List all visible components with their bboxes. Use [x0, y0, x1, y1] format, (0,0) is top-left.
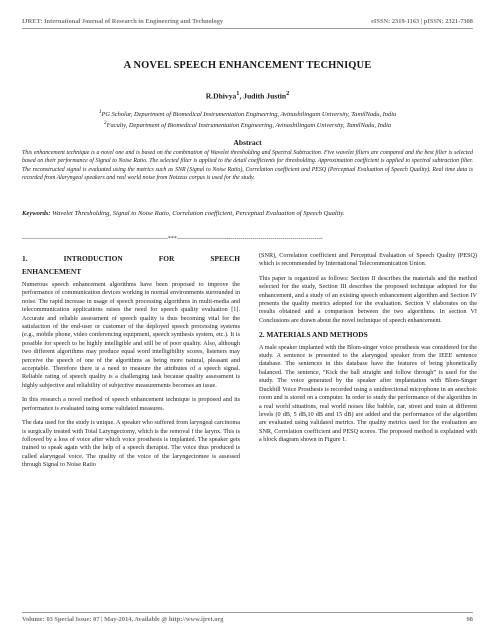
page-number: 98 — [466, 616, 473, 623]
running-footer — [22, 612, 473, 623]
affiliation-2-sup: 2 — [103, 120, 107, 127]
right-column — [259, 252, 477, 451]
keywords-label: Keywords: — [22, 210, 51, 217]
paragraph: Numerous speech enhancement algorithms have been proposed to improve the performance of communication devices working in normal environments surrounded in noise. The rapid increase in usage of speech processing algorithms in multi-media and telecommunication applications raises the need for speech quality evaluation [1]. Accurate and reliable assessment of speech quality is thus becoming vital for the satisfaction of the end-user or customer of the deployed speech processing systems (e.g., mobile phone, video conferencing equipment, speech synthesis system, etc.). It is possible for speech to be highly intelligible and still be of poor quality. Also, although two different algorithms may produce equal word intelligibility scores, listeners may perceive the speech of one of the algorithms as being more natural, pleasant and acceptable. Therefore there is a need to measure the attributes of a speech signal. Reliable rating of speech quality is a challenging task because quality assessment is highly subjective and reliability of subjective measurements becomes an issue. — [22, 281, 240, 389]
paragraph: This paper is organized as follows: Section II describes the materials and the method selected for the study, Section III describes the proposed technique adopted for the enhancement, and a study of an existing speech enhancement algorithm and Section IV presents the quality metrics adopted for the evaluation. Section V elaborates on the results obtained and a comparison between the two algorithms. In section VI Conclusions are drawn about the novel technique of speech enhancement. — [259, 274, 477, 324]
section-separator: -------------------------------------------------------------------------***------------------------------------------------------------------------- — [22, 236, 323, 242]
abstract-heading: Abstract — [233, 138, 262, 147]
paragraph: A male speaker implanted with the Blom-singer voice prosthesis was considered for the study. A sentence is presented to the alaryngeal speaker from the IEEE sentence database. The sentences in this database have the features of being phonetically balanced. The sentence, “Kick the ball straight and follow through” is used for the study. The voice generated by the speaker after implantation with Blom-Singer Duckbill Voice Prosthesis is recorded using a unidirectional microphone in an anechoic room and is stored on a computer. In order to study the performance of the algorithm in a real world situations, real world noises like babble, car, street and train at different levels (0 dB, 5 dB,10 dB and 15 dB) are added and the performance of the algorithm are evaluated using validated metrics. The quality metrics used for the evaluation are SNR, Correlation coefficient and PESQ scores. The proposed method is explained with a block diagram shown in Figure 1. — [259, 343, 477, 444]
affiliation-1 — [20, 108, 475, 119]
section-1-word-3: SPEECH — [210, 254, 240, 263]
paragraph: The data used for the study is unique. A speaker who suffered from laryngeal carcinoma is surgically treated with Total Laryngectomy, which is the removal f the larynx. This is followed by a loss of voice after which voice prosthesis is implanted. The speaker gets trained to speak again with the help of a speech therapist. The voice thus produced is called alaryngeal voice. The quality of the voice of the laryngectomee is assessed through Signal to Noise Ratio — [22, 419, 240, 469]
affiliation-2-text: Faculty, Department of Biomedical Instrumentation Engineering, Avinashilingam University, TamilNadu, India — [106, 122, 392, 130]
section-1-word-1: INTRODUCTION — [63, 254, 123, 263]
keywords — [22, 208, 473, 220]
author-1: R.Dhivya — [205, 91, 237, 101]
volume-info: Volume: 03 Special Issue: 07 | May-2014, Available @ http://www.ijret.org — [22, 616, 224, 623]
section-1-word-2: FOR — [158, 254, 175, 263]
author-2: Judith Justin — [243, 91, 287, 101]
author-separator: , — [239, 91, 244, 101]
running-header — [22, 18, 473, 29]
affiliation-1-text: PG Scholar, Department of Biomedical Instrumentation Engineering, Avinashilingam University, TamilNadu, India — [101, 111, 397, 119]
paragraph: In this research a novel method of speech enhancement technique is proposed and its performance is evaluated using some validated measures. — [22, 396, 240, 412]
author-line — [0, 90, 495, 101]
affiliations — [20, 108, 475, 130]
section-1-heading — [22, 252, 240, 278]
abstract-text: This enhancement technique is a novel one and is based on the combination of Wavelet thresholding and Spectral Subtraction. Five wavelet filters are compared and the best filter is selected based on their performance of Signal to Noise Ratio. The selected filter is applied to the detail coefficients for thresholding. Approximation coefficient is applied to spectral subtraction filter. The reconstructed signal is evaluated using the metrics such as SNR (Signal to Noise Ratio), Correlation coefficient and PESQ (Perceptual Evaluation of Speech Quality). Real time data is recorded from Alaryngeal speakers and real world noise from Noizeus corpus is used for the study. — [22, 150, 473, 181]
author-2-sup: 2 — [286, 90, 290, 97]
author-1-sup: 1 — [236, 90, 240, 97]
journal-name: IJRET: International Journal of Research in Engineering and Technology — [22, 18, 224, 25]
issn: eISSN: 2319-1163 | pISSN: 2321-7308 — [371, 18, 473, 25]
paper-title: A NOVEL SPEECH ENHANCEMENT TECHNIQUE — [123, 60, 372, 71]
section-1-word-4: ENHANCEMENT — [22, 267, 82, 276]
affiliation-1-sup: 1 — [98, 109, 102, 115]
left-column — [22, 252, 240, 476]
section-2-heading: 2. MATERIALS AND METHODS — [259, 330, 368, 340]
section-1-number: 1. — [22, 254, 28, 263]
paragraph: (SNR), Correlation coefficient and Perceptual Evaluation of Speech Quality (PESQ) which is recommended by International Telecommunication Union. — [259, 252, 477, 268]
affiliation-2 — [20, 119, 475, 130]
keywords-text: Wavelet Thresholding, Signal to Noise Ratio, Correlation coefficient, Perceptual Evaluation of Speech Quality. — [50, 210, 345, 217]
